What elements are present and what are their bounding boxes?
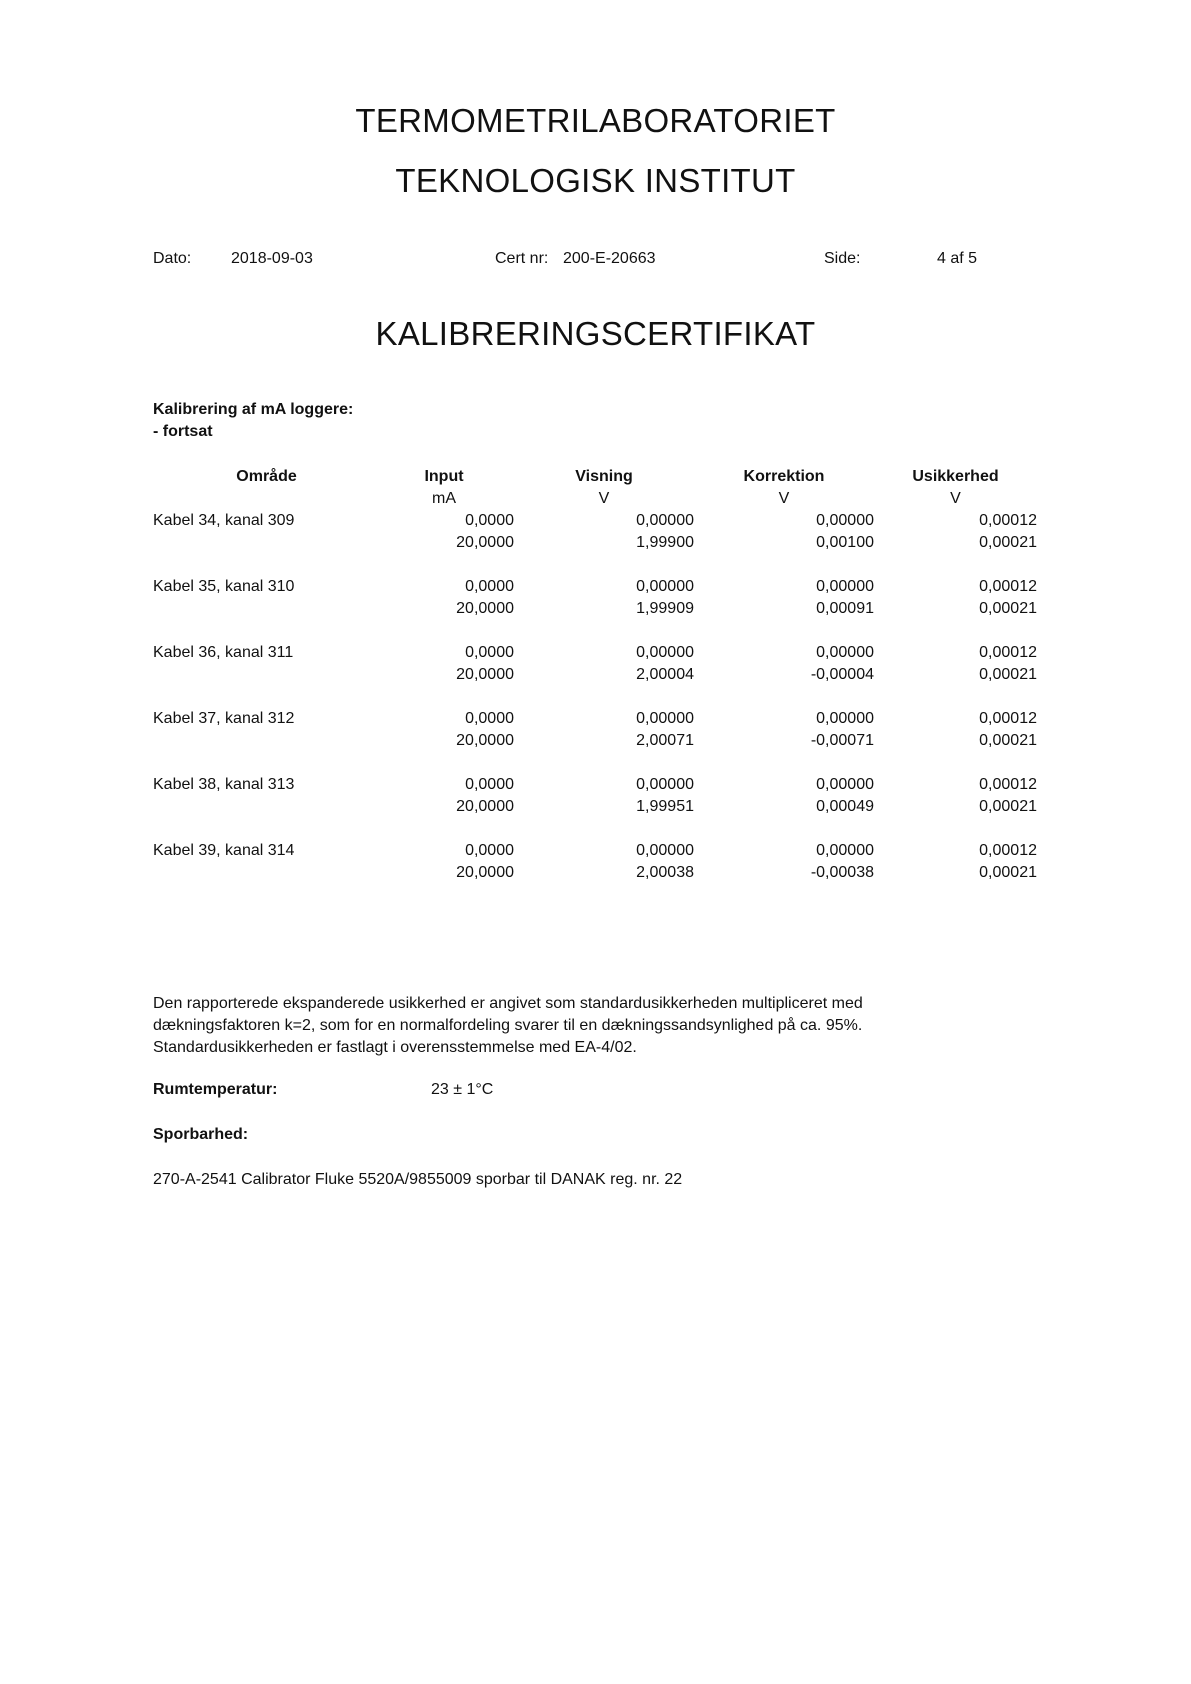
document-title: KALIBRERINGSCERTIFIKAT bbox=[375, 315, 816, 352]
col-header: Korrektion bbox=[743, 468, 825, 485]
group-spacer bbox=[153, 752, 1037, 774]
range-cell: Kabel 36, kanal 311 bbox=[153, 644, 294, 661]
table-row bbox=[153, 862, 1037, 884]
group-spacer bbox=[153, 554, 1037, 576]
range-cell bbox=[153, 598, 374, 620]
col-header: Input bbox=[424, 468, 464, 485]
value-cell: 0,00000 bbox=[636, 776, 694, 793]
value-cell: 20,0000 bbox=[456, 798, 514, 815]
value-cell: 0,00100 bbox=[816, 534, 874, 551]
value-cell: 2,00038 bbox=[636, 864, 694, 881]
group-spacer bbox=[153, 620, 1037, 642]
range-cell bbox=[153, 532, 374, 554]
table-header-row bbox=[153, 466, 1037, 488]
value-cell: 1,99900 bbox=[636, 534, 694, 551]
value-cell: 0,0000 bbox=[465, 842, 514, 859]
col-header: Visning bbox=[575, 468, 633, 485]
table-row bbox=[153, 576, 1037, 598]
value-cell: 0,00091 bbox=[816, 600, 874, 617]
value-cell: 0,00049 bbox=[816, 798, 874, 815]
value-cell: 0,00012 bbox=[979, 578, 1037, 595]
value-cell: 2,00071 bbox=[636, 732, 694, 749]
table-row bbox=[153, 708, 1037, 730]
unit-cell: V bbox=[950, 490, 961, 507]
value-cell: 20,0000 bbox=[456, 732, 514, 749]
page-value: 4 af 5 bbox=[937, 250, 978, 267]
table-row bbox=[153, 774, 1037, 796]
value-cell: 0,00012 bbox=[979, 512, 1037, 529]
section-subtitle: - fortsat bbox=[153, 423, 213, 440]
unit-cell bbox=[153, 488, 374, 510]
col-header: Usikkerhed bbox=[912, 468, 999, 485]
note-line: Den rapporterede ekspanderede usikkerhed er angivet som standardusikkerheden multipliceret med bbox=[153, 995, 863, 1012]
calibration-table bbox=[153, 466, 1037, 884]
range-cell: Kabel 39, kanal 314 bbox=[153, 842, 295, 859]
table-row bbox=[153, 642, 1037, 664]
table-row bbox=[153, 510, 1037, 532]
spacer-cell bbox=[153, 554, 1037, 576]
table-row bbox=[153, 730, 1037, 752]
value-cell: 0,00021 bbox=[979, 732, 1037, 749]
spacer-cell bbox=[153, 818, 1037, 840]
value-cell: 0,00000 bbox=[816, 776, 874, 793]
traceability-text: 270-A-2541 Calibrator Fluke 5520A/9855009 sporbar til DANAK reg. nr. 22 bbox=[153, 1171, 683, 1188]
value-cell: 0,0000 bbox=[465, 644, 514, 661]
value-cell: 20,0000 bbox=[456, 666, 514, 683]
lab-name: TERMOMETRILABORATORIET bbox=[355, 102, 836, 139]
room-temp-value: 23 ± 1°C bbox=[431, 1081, 494, 1098]
value-cell: 0,00000 bbox=[636, 644, 694, 661]
value-cell: 0,0000 bbox=[465, 710, 514, 727]
value-cell: 0,00000 bbox=[816, 578, 874, 595]
value-cell: 0,00012 bbox=[979, 776, 1037, 793]
value-cell: 0,00021 bbox=[979, 798, 1037, 815]
value-cell: -0,00038 bbox=[810, 864, 874, 881]
value-cell: 0,00000 bbox=[816, 710, 874, 727]
range-cell bbox=[153, 796, 374, 818]
value-cell: 0,00021 bbox=[979, 666, 1037, 683]
institute-name: TEKNOLOGISK INSTITUT bbox=[395, 162, 796, 199]
table-row bbox=[153, 598, 1037, 620]
value-cell: 0,00000 bbox=[816, 644, 874, 661]
unit-cell: V bbox=[778, 490, 790, 507]
value-cell: 20,0000 bbox=[456, 534, 514, 551]
value-cell: -0,00004 bbox=[810, 666, 874, 683]
value-cell: 0,00000 bbox=[636, 512, 694, 529]
value-cell: 20,0000 bbox=[456, 600, 514, 617]
table-row bbox=[153, 796, 1037, 818]
range-cell bbox=[153, 730, 374, 752]
value-cell: 0,00012 bbox=[979, 710, 1037, 727]
range-cell: Kabel 38, kanal 313 bbox=[153, 776, 295, 793]
date-label: Dato: bbox=[153, 250, 192, 267]
value-cell: 0,0000 bbox=[465, 578, 514, 595]
value-cell: 0,00021 bbox=[979, 864, 1037, 881]
value-cell: 2,00004 bbox=[636, 666, 694, 683]
range-cell bbox=[153, 664, 374, 686]
value-cell: 0,00000 bbox=[636, 710, 694, 727]
table-row bbox=[153, 532, 1037, 554]
traceability-label: Sporbarhed: bbox=[153, 1126, 249, 1143]
value-cell: 0,00000 bbox=[636, 842, 694, 859]
page-label: Side: bbox=[824, 250, 861, 267]
room-temp-label: Rumtemperatur: bbox=[153, 1081, 278, 1098]
value-cell: 0,00021 bbox=[979, 600, 1037, 617]
range-cell: Kabel 35, kanal 310 bbox=[153, 578, 295, 595]
value-cell: 0,00000 bbox=[816, 512, 874, 529]
spacer-cell bbox=[153, 752, 1037, 774]
cert-label: Cert nr: bbox=[495, 250, 549, 267]
uncertainty-note bbox=[153, 993, 953, 1059]
spacer-cell bbox=[153, 686, 1037, 708]
value-cell: 0,00000 bbox=[816, 842, 874, 859]
value-cell: -0,00071 bbox=[810, 732, 874, 749]
note-line: dækningsfaktoren k=2, som for en normalfordeling svarer til en dækningssandsynlighed på ca. 95%. bbox=[153, 1017, 863, 1034]
value-cell: 1,99909 bbox=[636, 600, 694, 617]
value-cell: 20,0000 bbox=[456, 864, 514, 881]
group-spacer bbox=[153, 818, 1037, 840]
value-cell: 0,00021 bbox=[979, 534, 1037, 551]
value-cell: 0,00012 bbox=[979, 842, 1037, 859]
table-row bbox=[153, 664, 1037, 686]
table-body bbox=[153, 510, 1037, 884]
unit-cell: V bbox=[598, 490, 610, 507]
group-spacer bbox=[153, 686, 1037, 708]
value-cell: 0,00000 bbox=[636, 578, 694, 595]
note-line: Standardusikkerheden er fastlagt i overensstemmelse med EA-4/02. bbox=[153, 1039, 637, 1056]
range-cell: Kabel 37, kanal 312 bbox=[153, 710, 295, 727]
value-cell: 0,00012 bbox=[979, 644, 1037, 661]
value-cell: 0,0000 bbox=[465, 512, 514, 529]
table-row bbox=[153, 840, 1037, 862]
spacer-cell bbox=[153, 620, 1037, 642]
range-cell bbox=[153, 862, 374, 884]
unit-cell: mA bbox=[432, 490, 456, 507]
date-value: 2018-09-03 bbox=[231, 250, 313, 267]
section-title: Kalibrering af mA loggere: bbox=[153, 401, 354, 418]
cert-value: 200-E-20663 bbox=[563, 250, 656, 267]
col-header: Område bbox=[236, 468, 297, 485]
unit-row bbox=[153, 488, 1037, 510]
value-cell: 0,0000 bbox=[465, 776, 514, 793]
range-cell: Kabel 34, kanal 309 bbox=[153, 512, 295, 529]
value-cell: 1,99951 bbox=[636, 798, 694, 815]
